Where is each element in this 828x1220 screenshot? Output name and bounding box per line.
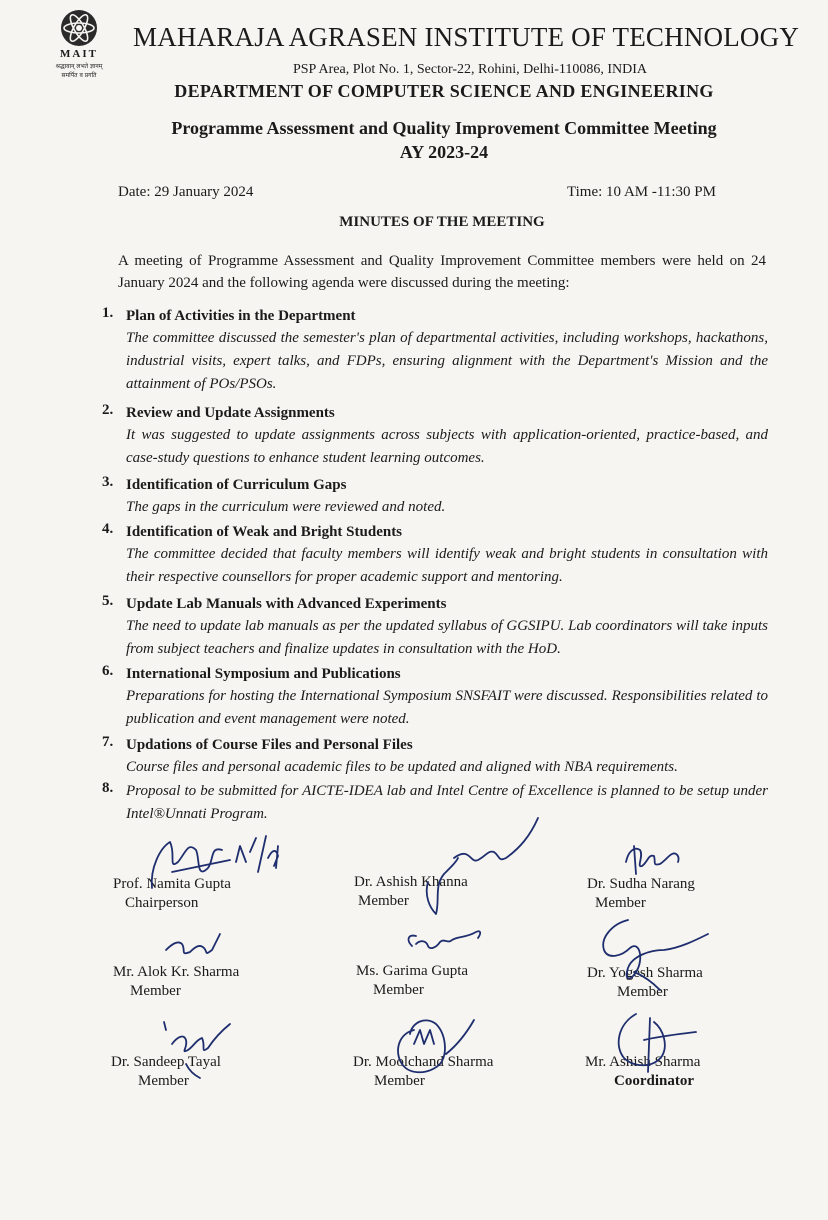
agenda-number: 3. [102,474,114,490]
intro-paragraph: A meeting of Programme Assessment and Quality Improvement Committee members were held on 24 January 2024 and the following agenda were discussed during the meeting: [118,253,766,291]
signatory-role: Member [373,982,424,998]
signatory-name: Dr. Yogesh Sharma [587,965,703,981]
signatory-member [587,876,695,912]
agenda-item [0,593,828,663]
signatory-role: Member [617,984,668,1000]
agenda-item [0,521,828,593]
signatory-role: Chairperson [125,895,199,911]
signatory-name: Ms. Garima Gupta [356,963,469,979]
signatory-member [353,1054,493,1090]
signatory-chairperson [113,876,231,912]
agenda-description: The gaps in the curriculum were reviewed and noted. [126,499,446,515]
agenda-title: International Symposium and Publications [126,666,401,682]
agenda-number: 1. [102,305,114,321]
signatory-role: Member [358,893,409,909]
meeting-date: Date: 29 January 2024 [118,184,254,200]
agenda-number: 7. [102,734,114,750]
signatory-role: Coordinator [614,1073,694,1089]
signatory-role: Member [374,1073,425,1089]
signatory-role: Member [130,983,181,999]
signatory-name: Dr. Moolchand Sharma [353,1054,494,1070]
agenda-number: 6. [102,663,114,679]
agenda-description: The committee discussed the semester's plan of departmental activities, including workshops, hackathons, industrial visits, expert talks, and FDPs, ensuring alignment with the Department's Mission and the attainment of POs/PSOs. [126,330,768,392]
minutes-heading: MINUTES OF THE MEETING [339,214,545,230]
signatory-member [356,963,468,999]
agenda-item [0,734,828,780]
signature-sudha-narang [626,846,679,874]
signatory-role: Member [138,1073,189,1089]
agenda-item [0,474,828,521]
logo-text: MAIT [60,48,98,60]
signatory-name: Dr. Ashish Khanna [354,874,468,890]
signatory-coordinator [585,1054,700,1090]
agenda-number: 4. [102,521,114,537]
agenda-description: It was suggested to update assignments across subjects with application-oriented, practice-based, and case-study questions to enhance student learning outcomes. [126,427,768,466]
academic-year: AY 2023-24 [399,142,489,162]
signature-date [236,836,278,872]
institute-address: PSP Area, Plot No. 1, Sector-22, Rohini, Delhi-110086, INDIA [292,62,648,77]
signatory-member [113,964,239,1000]
department-name: DEPARTMENT OF COMPUTER SCIENCE AND ENGINEERING [174,81,714,101]
agenda-list [0,305,828,826]
logo-tagline-2: समर्पित व प्रगति [61,72,97,79]
agenda-item [0,780,828,826]
agenda-number: 5. [102,593,114,609]
agenda-description: Preparations for hosting the International Symposium SNSFAIT were discussed. Responsibilities related to publication and event management were noted. [126,688,768,727]
institute-name: MAHARAJA AGRASEN INSTITUTE OF TECHNOLOGY [133,22,800,52]
agenda-number: 2. [102,402,114,418]
agenda-title: Update Lab Manuals with Advanced Experiments [126,596,447,612]
signatory-role: Member [595,895,646,911]
agenda-description: The committee decided that faculty members will identify weak and bright students in consultation with their respective counsellors for proper academic support and mentoring. [126,546,768,585]
agenda-title: Identification of Curriculum Gaps [126,477,347,493]
agenda-title: Plan of Activities in the Department [126,308,356,324]
agenda-title: Identification of Weak and Bright Students [126,524,403,540]
signatory-name: Mr. Alok Kr. Sharma [113,964,240,980]
agenda-number: 8. [102,780,114,796]
signatory-name: Dr. Sudha Narang [587,876,695,892]
agenda-item [0,305,828,402]
agenda-title: Review and Update Assignments [126,405,335,421]
signatory-name: Dr. Sandeep Tayal [111,1054,221,1070]
meeting-time: Time: 10 AM -11:30 PM [567,184,716,200]
agenda-title: Updations of Course Files and Personal Files [126,737,413,753]
signatory-member [111,1054,221,1090]
signature-garima-gupta [409,931,481,948]
meeting-title: Programme Assessment and Quality Improvement Committee Meeting [171,118,717,138]
agenda-description: Course files and personal academic files to be updated and aligned with NBA requirements. [126,759,678,775]
signature-alok-sharma [166,934,220,953]
agenda-item [0,663,828,734]
agenda-description: The need to update lab manuals as per the updated syllabus of GGSIPU. Lab coordinators will take inputs from subject teachers and finalize updates in consultation with the HoD. [126,618,768,657]
agenda-item [0,402,828,474]
signatory-member [587,965,703,1001]
agenda-description: Proposal to be submitted for AICTE-IDEA lab and Intel Centre of Excellence is planned to be setup under Intel®Unnati Program. [126,783,768,822]
logo-tagline-1: श्रद्धावान् लभते ज्ञानम् [55,63,103,70]
signatory-member [354,874,468,910]
signatory-name: Prof. Namita Gupta [113,876,231,892]
signatory-name: Mr. Ashish Sharma [585,1054,701,1070]
